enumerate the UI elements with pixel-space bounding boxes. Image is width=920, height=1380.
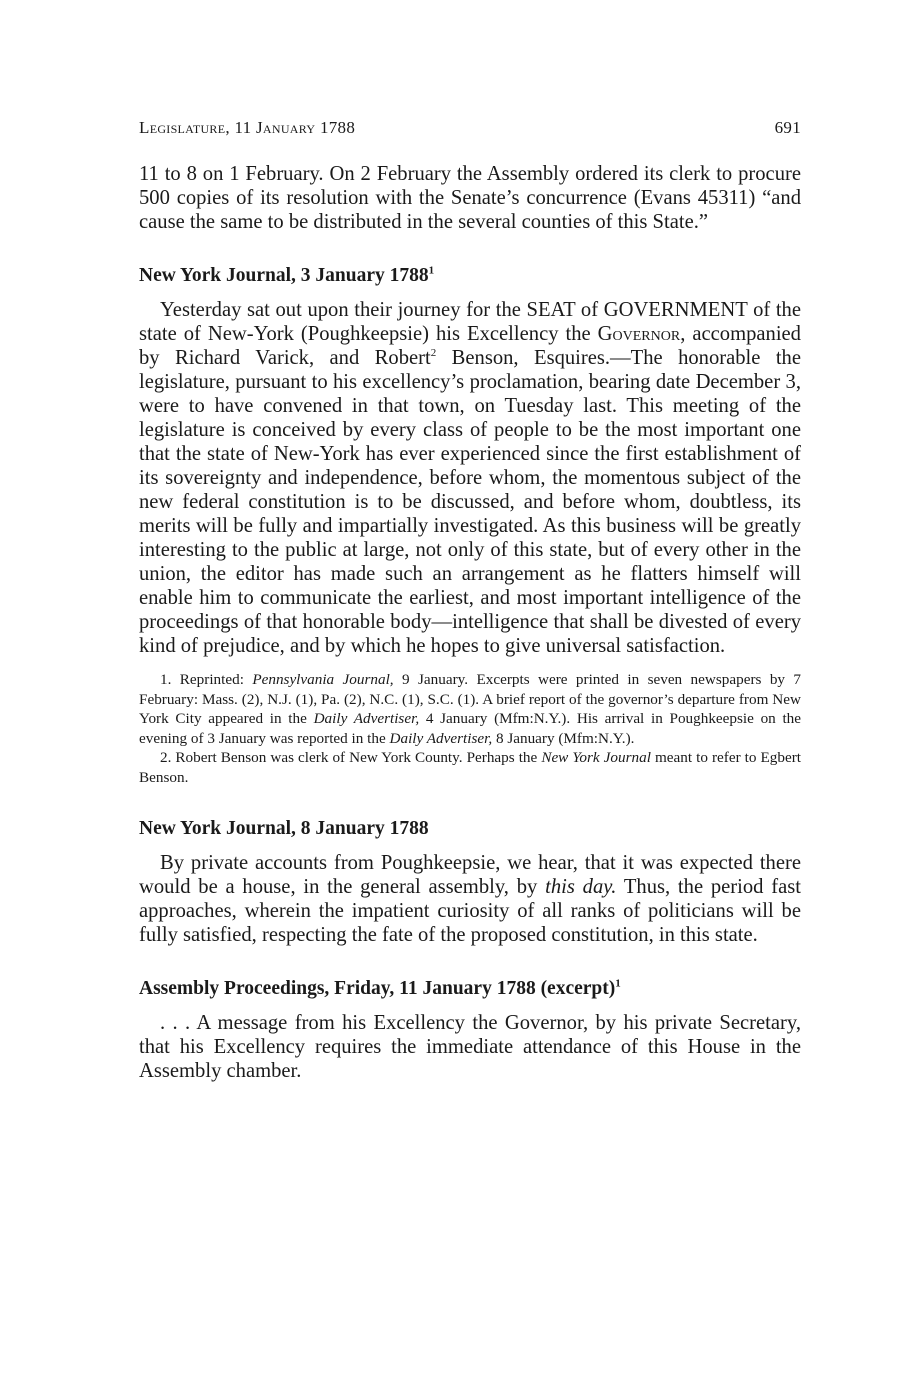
article-body-assembly-proceedings: . . . A message from his Excellency the Governor, by his private Secretary, that his Excellency requires the immediate attendance of this House in the Assembly chamber. xyxy=(139,1012,801,1082)
section-heading-nyj-8-jan: New York Journal, 8 January 1788 xyxy=(139,818,429,839)
footnote-2: 2. Robert Benson was clerk of New York County. Perhaps the New York Journal meant to refer to Egbert Benson. xyxy=(139,749,802,786)
article-body-nyj-3-jan: Yesterday sat out upon their journey for the SEAT of GOVERNMENT of the state of New-York (Poughkeepsie) his Excellency the Governor, accompanied by Richard Varick, and Robert$^2$ Benson, Esquires.—The honorable the legislature, pursuant to his excellency’s proclamation, bearing date December 3, were to have convened in that town, on Tuesday last. This meeting of the legislature is conceived by every class of people to be the most important one that the state of New-York has ever experienced since the first establishment of its sovereignty and independence, before whom, the momentous subject of the new federal constitution is to be discussed, and before whom, doubtless, its merits will be fully and impartially investigated. As this business will be greatly interesting to the public at large, not only of this state, but of every other in the union, the editor has made such an arrangement as he flatters himself will enable him to communicate the earliest, and most important intelligence of the proceedings of that honorable body—intelligence that shall be divested of every kind of prejudice, and by which he hopes to give universal satisfaction. xyxy=(139,299,801,657)
article-body-nyj-8-jan: By private accounts from Poughkeepsie, we hear, that it was expected there would be a house, in the general assembly, by this day. Thus, the period fast approaches, wherein the impatient curiosity of all ranks of politicians will be fully satisfied, respecting the fate of the proposed constitution, in this state. xyxy=(139,852,801,946)
section-heading-assembly-proceedings: Assembly Proceedings, Friday, 11 January 1788 (excerpt)$^1$ xyxy=(139,977,621,999)
document-page xyxy=(139,118,801,1083)
section-heading-nyj-3-jan: New York Journal, 3 January 1788$^1$ xyxy=(139,264,435,286)
running-head xyxy=(139,118,801,162)
footnotes xyxy=(139,670,801,787)
page-number: 691 xyxy=(774,118,801,137)
intro-paragraph: 11 to 8 on 1 February. On 2 February the Assembly ordered its clerk to procure 500 copies of its resolution with the Senate’s concurrence (Evans 45311) “and cause the same to be distributed in the several counties of this State.” xyxy=(139,163,801,233)
footnote-1: 1. Reprinted: Pennsylvania Journal, 9 January. Excerpts were printed in seven newspapers by 7 February: Mass. (2), N.J. (1), Pa. (2), N.C. (1), S.C. (1). A brief report of the governor’s departure from New York City appeared in the Daily Advertiser, 4 January (Mfm:N.Y.). His arrival in Poughkeepsie on the evening of 3 January was reported in the Daily Advertiser, 8 January (Mfm:N.Y.). xyxy=(139,671,802,747)
running-head-title: Legislature, 11 January 1788 xyxy=(139,118,356,137)
